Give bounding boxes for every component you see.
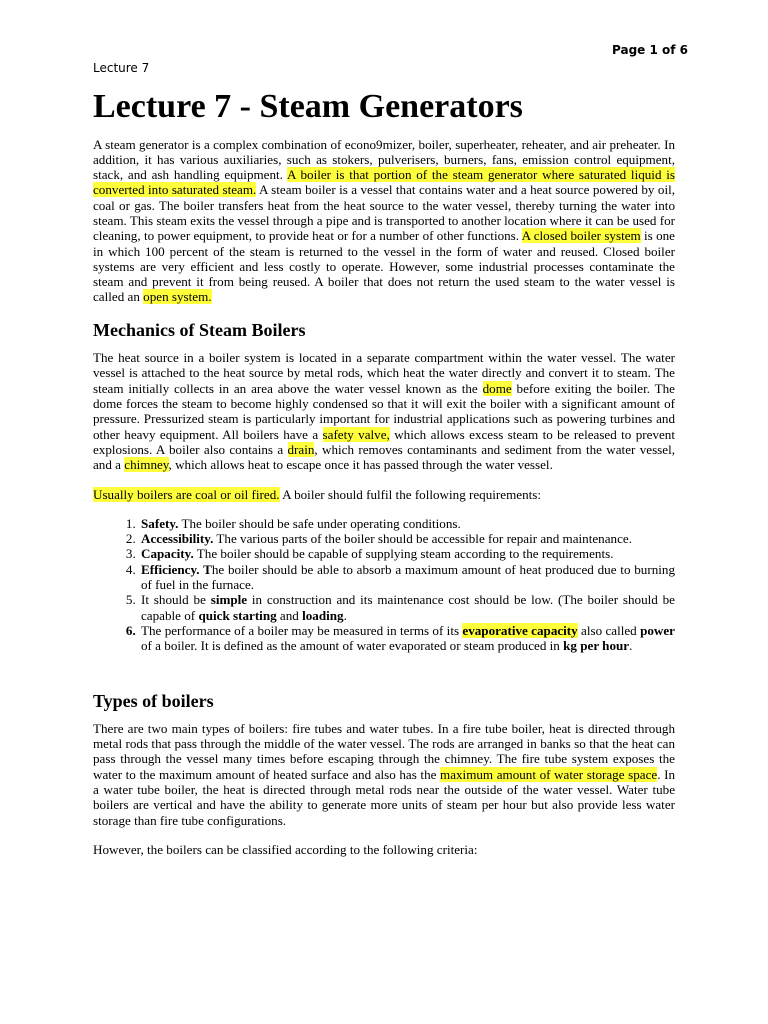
bold-term: kg per hour xyxy=(563,638,630,654)
intro-paragraph xyxy=(93,137,675,305)
list-item xyxy=(139,531,675,546)
text: The boiler should be capable of supplying steam according to the requirements. xyxy=(193,546,614,562)
bold-term: Capacity. xyxy=(141,546,194,562)
list-item xyxy=(139,623,675,654)
highlight: A boiler is that portion of the steam generator where saturated liquid is converted into saturated steam. xyxy=(93,167,675,198)
requirements-list xyxy=(93,516,675,654)
spacer xyxy=(93,670,675,676)
bold-term: Safety. xyxy=(141,515,179,531)
text: The heat source in a boiler system is located in a separate compartment within the water vessel. The water vessel is attached to the heat source by metal rods, which heat the water directly and convert it to steam. The steam initially collects in an area above the water vessel known as the xyxy=(93,350,675,396)
bold-term: Efficiency. T xyxy=(141,561,212,577)
text: before exiting the boiler. The dome forces the steam to become highly condensed so that it will exit the boiler with a significant amount of pressure. Pressurized steam is particularly important for industrial applications such as powering turbines and other heavy equipment. All boilers have a xyxy=(93,380,675,442)
text: . xyxy=(343,607,347,623)
text: and xyxy=(276,607,303,623)
list-item xyxy=(139,546,675,561)
highlight: evaporative capacity xyxy=(462,622,578,638)
text: he boiler should be able to absorb a maximum amount of heat produced due to burning of fuel in the furnace. xyxy=(141,561,675,593)
bold-term: power xyxy=(640,622,675,638)
requirements-intro xyxy=(93,487,675,502)
page-title: Lecture 7 - Steam Generators xyxy=(93,88,523,125)
highlight: chimney xyxy=(124,457,169,473)
text: It should be xyxy=(141,592,211,608)
types-paragraph xyxy=(93,721,675,828)
classification-intro: However, the boilers can be classified according to the following criteria: xyxy=(93,841,478,857)
highlight: safety valve, xyxy=(322,426,390,442)
text: which allows excess steam to be released to prevent explosions. A boiler also contains a xyxy=(93,426,675,457)
list-item xyxy=(139,562,675,593)
highlight: open system. xyxy=(143,289,212,305)
text: The various parts of the boiler should be accessible for repair and maintenance. xyxy=(213,531,632,547)
text: is one in which 100 percent of the steam is returned to the vessel in the form of water and reused. Closed boiler systems are very efficient and less costly to operate. However, some industrial processes contaminate the steam and prevent it from being reused. A boiler that does not return the used steam to the water vessel is called an xyxy=(93,228,675,305)
text: , which allows heat to escape once it has passed through the water vessel. xyxy=(168,457,553,473)
highlight: drain xyxy=(287,441,315,457)
highlight: Usually boilers are coal or oil fired. xyxy=(93,486,280,502)
bold-term: quick starting xyxy=(198,607,277,623)
list-item xyxy=(139,592,675,623)
page-number: Page 1 of 6 xyxy=(612,43,688,57)
highlight: dome xyxy=(482,380,512,396)
text: The boiler should be safe under operating conditions. xyxy=(178,515,461,531)
highlight: A closed boiler system xyxy=(521,228,641,244)
section-heading-mechanics: Mechanics of Steam Boilers xyxy=(93,319,306,340)
text: . xyxy=(629,638,633,654)
bold-term: loading xyxy=(302,607,344,623)
text: in construction and its maintenance cost should be low. (The boiler should be capable of xyxy=(141,592,675,623)
text: A boiler should fulfil the following requirements: xyxy=(279,486,542,502)
text: . In a water tube boiler, the heat is directed through metal rods near the outside of the water vessel. Water tube boilers are vertical and have the ability to generate more units of steam per hour but also provide less water storage than fire tube configurations. xyxy=(93,766,675,828)
mechanics-paragraph xyxy=(93,350,675,472)
text: A steam generator is a complex combination of econo9mizer, boiler, superheater, reheater, and air preheater. In addition, it has various auxiliaries, such as stokers, pulverisers, burners, fans, emission control equipment, stack, and ash handling equipment. xyxy=(93,136,675,183)
text: of a boiler. It is defined as the amount of water evaporated or steam produced in xyxy=(141,638,564,654)
document-body xyxy=(93,86,675,871)
text: There are two main types of boilers: fire tubes and water tubes. In a fire tube boiler, heat is directed through metal rods that pass through the middle of the water vessel. The rods are arranged in banks so that the heat can pass through the vessel many times before escaping through the chimney. The fire tube system exposes the water to the maximum amount of heated surface and also has the xyxy=(93,720,675,782)
text: A steam boiler is a vessel that contains water and a heat source powered by oil, coal or gas. The boiler transfers heat from the heat source to the water vessel, thereby turning the water into steam. This steam exits the vessel through a pipe and is transported to another location where it can be used for cleaning, to power equipment, to provide heat or for a number of other functions. xyxy=(93,182,675,244)
highlight: maximum amount of water storage space xyxy=(440,766,658,782)
bold-term: simple xyxy=(210,592,248,608)
running-header: Lecture 7 xyxy=(93,61,150,75)
text: also called xyxy=(577,622,641,638)
text: , which removes contaminants and sediment from the water vessel, and a xyxy=(93,441,675,473)
section-heading-types: Types of boilers xyxy=(93,690,214,711)
list-item xyxy=(139,516,675,531)
text: The performance of a boiler may be measured in terms of its xyxy=(141,622,463,638)
bold-term: Accessibility. xyxy=(141,531,214,547)
